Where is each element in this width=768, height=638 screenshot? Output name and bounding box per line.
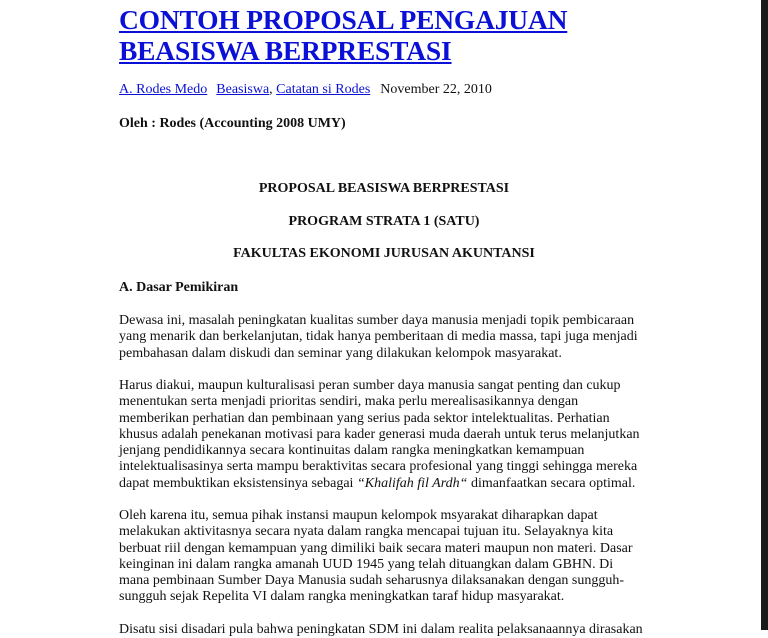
paragraph-2 xyxy=(119,378,659,492)
heading-proposal: PROPOSAL BEASISWA BERPRESTASI xyxy=(258,181,510,196)
page-edge xyxy=(761,0,768,630)
paragraph-line: intelektualisasinya serta mampu beraktivitas secara profesional yang tinggi sehingga mereka xyxy=(119,459,638,475)
title-line-2[interactable]: BEASISWA BERPRESTASI xyxy=(119,35,452,66)
paragraph-line: memberikan perhatian dan pembinaan yang serius pada sektor intelektualitas. Perhatian xyxy=(119,410,610,426)
category-link-beasiswa[interactable]: Beasiswa xyxy=(216,82,270,97)
heading-faculty: FAKULTAS EKONOMI JURUSAN AKUNTANSI xyxy=(233,246,535,261)
category-link-catatan[interactable]: Catatan si Rodes xyxy=(276,82,371,97)
title-line-1[interactable]: CONTOH PROPOSAL PENGAJUAN xyxy=(119,4,568,35)
paragraph-line: berbuat riil dengan kemampuan yang dimiliki baik secara materi maupun non materi. Dasar xyxy=(119,540,633,556)
paragraph-line: jenjang pendidikannya secara kontinuitas dalam rangka meningkatkan kemampuan xyxy=(119,443,585,459)
paragraph-line: melakukan aktivitasnya secara nyata dalam rangka mencapai tujuan itu. Selayaknya kita xyxy=(119,524,614,540)
paragraph-3 xyxy=(119,508,659,606)
post-meta: A. Rodes Medo Beasiswa, Catatan si Rodes November 22, 2010 xyxy=(119,82,492,97)
paragraph-line: Dewasa ini, masalah peningkatan kualitas sumber daya manusia menjadi topik pembicaraan xyxy=(119,313,635,328)
author-link[interactable]: A. Rodes Medo xyxy=(119,82,208,97)
text-before-italic: dapat membuktikan eksistensinya sebagai xyxy=(119,475,357,491)
paragraph-line-last xyxy=(119,476,659,492)
byline: Oleh : Rodes (Accounting 2008 UMY) xyxy=(119,116,346,131)
paragraph-line: keinginan ini dalam rangka amanah UUD 1945 yang telah dituangkan dalam GBHN. Di xyxy=(119,556,614,572)
paragraph-line: sungguh sejak Repelita VI dalam rangka meningkatkan taraf hidup masyarakat. xyxy=(119,589,565,605)
paragraph-line: Oleh karena itu, semua pihak instansi maupun kelompok msyarakat diharapkan dapat xyxy=(119,508,598,523)
heading-program: PROGRAM STRATA 1 (SATU) xyxy=(288,214,480,229)
italic-phrase: “Khalifah fil Ardh“ xyxy=(356,475,468,491)
paragraph-line: Disatu sisi disadari pula bahwa peningkatan SDM ini dalam realita pelaksanaannya dirasakan xyxy=(119,622,643,637)
document-title[interactable] xyxy=(119,4,567,66)
paragraph-1 xyxy=(119,313,659,362)
paragraph-line: pembahasan dalam diskudi dan seminar yang dilakukan kelompok masyarakat. xyxy=(119,345,562,361)
paragraph-line: menentukan serta menjadi prioritas sendiri, maka perlu merealisasikannya dengan xyxy=(119,394,579,410)
paragraph-line: Harus diakui, maupun kulturalisasi peran sumber daya manusia sangat penting dan cukup xyxy=(119,378,621,393)
section-heading-dasar-pemikiran: A. Dasar Pemikiran xyxy=(119,280,239,295)
paragraph-line: khusus adalah penekanan motivasi para kader generasi muda daerah untuk terus melanjutkan xyxy=(119,426,640,442)
paragraph-line: mana pembinaan Sumber Daya Manusia sudah seharusnya dilaksanakan dengan sungguh- xyxy=(119,573,625,589)
text-after-italic: dimanfaatkan secara optimal. xyxy=(467,475,636,491)
paragraph-4-partial xyxy=(119,622,659,638)
paragraph-line: yang menarik dan berkelanjutan, tidak hanya pemberitaan di media massa, tapi juga menjadi xyxy=(119,329,638,345)
post-date: November 22, 2010 xyxy=(380,82,492,97)
